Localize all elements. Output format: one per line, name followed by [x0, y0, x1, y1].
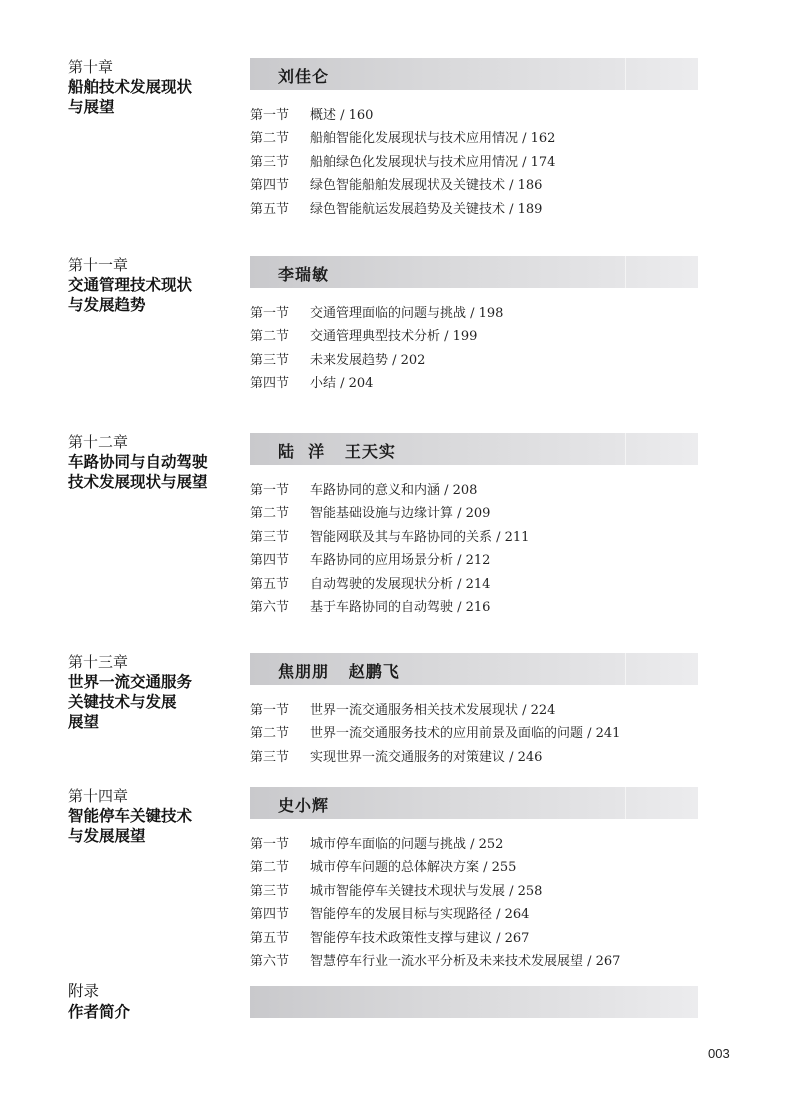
- section-title: 智能基础设施与边缘计算 / 209: [310, 506, 491, 522]
- section-title: 世界一流交通服务技术的应用前景及面临的问题 / 241: [310, 726, 621, 742]
- section-number: 第五节: [250, 576, 290, 592]
- section-number: 第三节: [250, 529, 290, 545]
- section-entry[interactable]: [250, 526, 720, 549]
- section-number: 第一节: [250, 108, 290, 123]
- section-title: 船舶智能化发展现状与技术应用情况 / 162: [310, 131, 556, 147]
- chapter-number: 第十章: [68, 58, 114, 76]
- section-title: 智能停车技术政策性支撑与建议 / 267: [310, 930, 530, 946]
- chapter-heading: [68, 433, 238, 492]
- chapter-title-line: 世界一流交通服务: [68, 673, 193, 691]
- section-number: 第四节: [250, 178, 290, 194]
- section-title: 车路协同的意义和内涵 / 208: [310, 483, 478, 498]
- section-title: 交通管理典型技术分析 / 199: [310, 329, 478, 345]
- appendix-title[interactable]: 作者简介: [68, 1003, 131, 1021]
- section-title: 交通管理面临的问题与挑战 / 198: [310, 306, 504, 321]
- chapter-title-line: 与发展展望: [68, 827, 146, 845]
- section-entry[interactable]: [250, 302, 720, 325]
- section-number: 第六节: [250, 953, 290, 969]
- section-entry[interactable]: [250, 573, 720, 596]
- chapter-heading: [68, 58, 238, 117]
- author-name: 焦朋朋 赵鹏飞: [278, 662, 400, 681]
- chapter-title-line: 船舶技术发展现状: [68, 78, 193, 96]
- author-name: 刘佳仑: [278, 67, 330, 86]
- author-bar: [250, 256, 698, 288]
- section-number: 第一节: [250, 306, 290, 321]
- section-number: 第一节: [250, 703, 290, 718]
- section-list: [250, 479, 720, 619]
- author-bar: [250, 58, 698, 90]
- section-entry[interactable]: [250, 502, 720, 525]
- section-number: 第二节: [250, 726, 290, 742]
- section-title: 城市智能停车关键技术现状与发展 / 258: [310, 883, 543, 899]
- page-number: 003: [708, 1046, 730, 1061]
- section-number: 第三节: [250, 883, 290, 899]
- section-title: 智能网联及其与车路协同的关系 / 211: [310, 529, 530, 545]
- section-list: [250, 104, 720, 221]
- chapter-heading: [68, 787, 238, 846]
- section-title: 城市停车问题的总体解决方案 / 255: [310, 860, 517, 876]
- section-title: 车路协同的应用场景分析 / 212: [310, 553, 491, 569]
- section-entry[interactable]: [250, 174, 720, 197]
- section-entry[interactable]: [250, 880, 720, 903]
- appendix-heading: [68, 981, 130, 1023]
- chapter-title-line: 技术发展现状与展望: [68, 473, 208, 491]
- section-entry[interactable]: [250, 856, 720, 879]
- section-entry[interactable]: [250, 746, 720, 769]
- section-number: 第二节: [250, 131, 290, 147]
- chapter-title-line: 智能停车关键技术: [68, 807, 193, 825]
- section-title: 世界一流交通服务相关技术发展现状 / 224: [310, 703, 556, 718]
- section-number: 第五节: [250, 201, 290, 217]
- author-name: 陆 洋 王天实: [278, 442, 396, 461]
- section-entry[interactable]: [250, 699, 720, 722]
- chapter-number: 第十一章: [68, 256, 129, 274]
- author-name: 史小辉: [278, 796, 330, 815]
- section-entry[interactable]: [250, 104, 720, 127]
- author-bar: [250, 653, 698, 685]
- section-number: 第二节: [250, 506, 290, 522]
- chapter-number: 第十四章: [68, 787, 129, 805]
- section-entry[interactable]: [250, 833, 720, 856]
- section-entry[interactable]: [250, 903, 720, 926]
- section-entry[interactable]: [250, 325, 720, 348]
- section-number: 第四节: [250, 376, 290, 392]
- section-title: 船舶绿色化发展现状与技术应用情况 / 174: [310, 154, 556, 170]
- section-number: 第五节: [250, 930, 290, 946]
- appendix-bar: [250, 986, 698, 1018]
- section-title: 绿色智能航运发展趋势及关键技术 / 189: [310, 201, 543, 217]
- section-number: 第一节: [250, 837, 290, 852]
- section-entry[interactable]: [250, 927, 720, 950]
- author-bar: [250, 787, 698, 819]
- section-number: 第四节: [250, 907, 290, 923]
- chapter-heading: [68, 653, 238, 732]
- section-entry[interactable]: [250, 372, 720, 395]
- section-entry[interactable]: [250, 549, 720, 572]
- section-entry[interactable]: [250, 151, 720, 174]
- section-title: 实现世界一流交通服务的对策建议 / 246: [310, 749, 543, 765]
- chapter-heading: [68, 256, 238, 315]
- chapter-title-line: 交通管理技术现状: [68, 276, 193, 294]
- section-number: 第三节: [250, 352, 290, 368]
- section-number: 第四节: [250, 553, 290, 569]
- chapter-title-line: 与展望: [68, 98, 115, 116]
- appendix-label: 附录: [68, 982, 100, 1000]
- section-number: 第六节: [250, 599, 290, 615]
- chapter-number: 第十三章: [68, 653, 129, 671]
- section-title: 城市停车面临的问题与挑战 / 252: [310, 837, 504, 852]
- section-title: 基于车路协同的自动驾驶 / 216: [310, 599, 491, 615]
- chapter-title-line: 展望: [68, 713, 100, 731]
- section-entry[interactable]: [250, 596, 720, 619]
- section-title: 小结 / 204: [310, 376, 374, 392]
- section-entry[interactable]: [250, 198, 720, 221]
- section-title: 智能停车的发展目标与实现路径 / 264: [310, 907, 530, 923]
- author-name: 李瑞敏: [278, 265, 330, 284]
- section-number: 第一节: [250, 483, 290, 498]
- section-entry[interactable]: [250, 127, 720, 150]
- section-entry[interactable]: [250, 479, 720, 502]
- section-number: 第三节: [250, 749, 290, 765]
- section-number: 第三节: [250, 154, 290, 170]
- section-entry[interactable]: [250, 722, 720, 745]
- section-title: 绿色智能船舶发展现状及关键技术 / 186: [310, 178, 543, 194]
- section-title: 智慧停车行业一流水平分析及未来技术发展展望 / 267: [310, 953, 621, 969]
- section-entry[interactable]: [250, 349, 720, 372]
- chapter-number: 第十二章: [68, 433, 129, 451]
- section-title: 未来发展趋势 / 202: [310, 352, 426, 368]
- author-bar: [250, 433, 698, 465]
- chapter-title-line: 关键技术与发展: [68, 693, 177, 711]
- section-number: 第二节: [250, 860, 290, 876]
- section-title: 概述 / 160: [310, 108, 374, 123]
- section-list: [250, 833, 720, 973]
- section-entry[interactable]: [250, 950, 720, 973]
- section-list: [250, 699, 720, 769]
- chapter-title-line: 车路协同与自动驾驶: [68, 453, 208, 471]
- section-number: 第二节: [250, 329, 290, 345]
- section-list: [250, 302, 720, 396]
- section-title: 自动驾驶的发展现状分析 / 214: [310, 576, 491, 592]
- chapter-title-line: 与发展趋势: [68, 296, 146, 314]
